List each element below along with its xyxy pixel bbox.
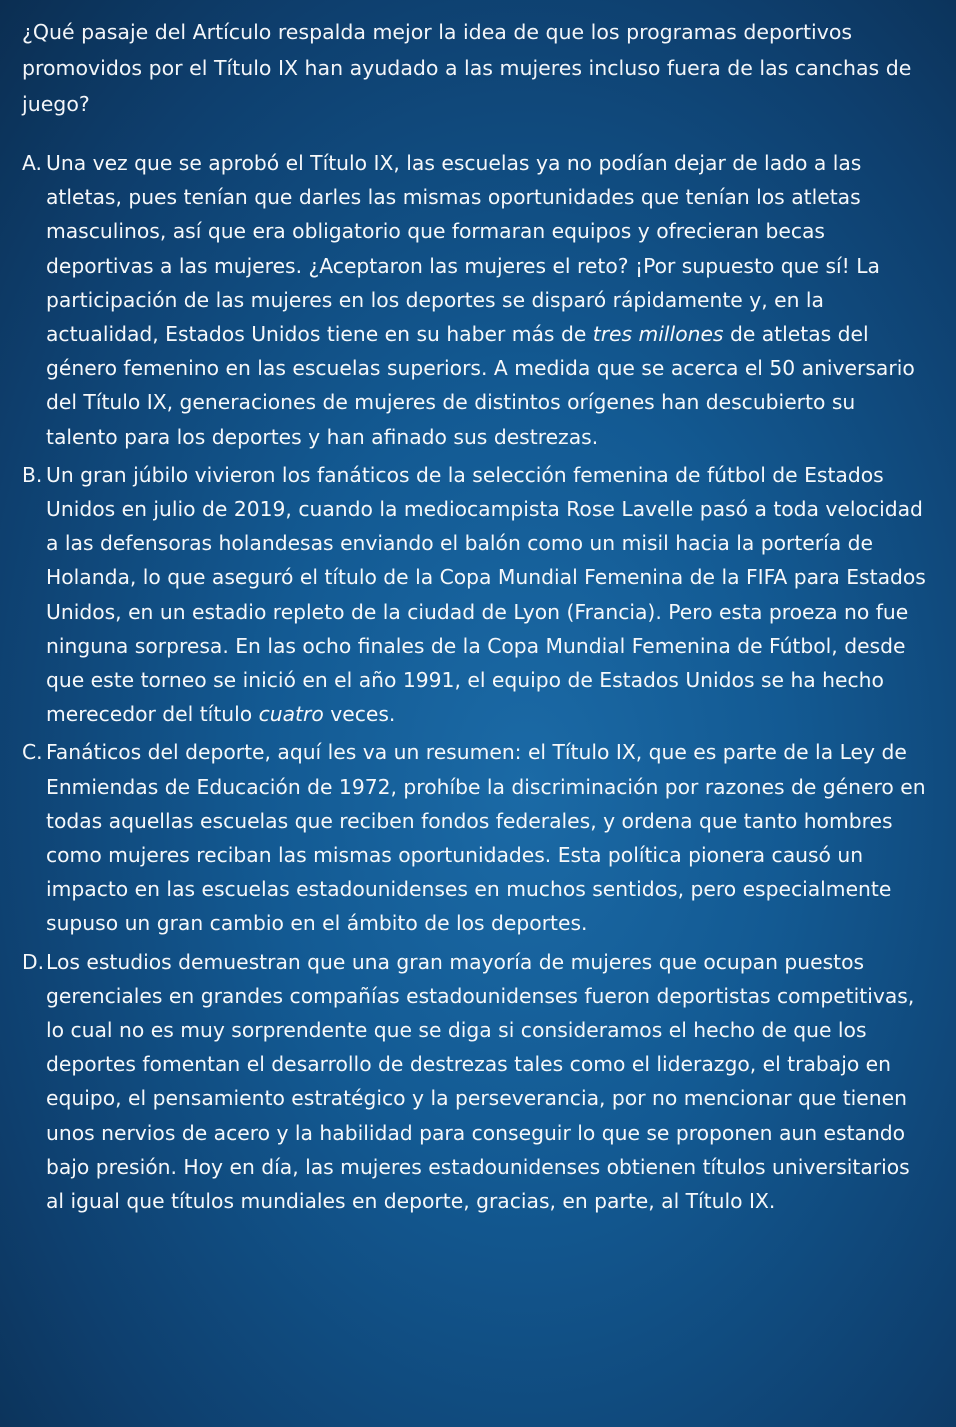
option-text-part: veces. [323,702,396,727]
option-c[interactable] [22,735,927,940]
answer-options [22,146,927,1222]
option-text-part: de atletas del género femenino en las escuelas superiors. A medida que se acerca el 50 aniversario del Título IX, generaciones de mujeres de distintos orígenes han descubierto su talento para los deportes y han afinado sus destrezas. [46,322,915,449]
option-text-part: Fanáticos del deporte, aquí les va un resumen: el Título IX, que es parte de la Ley de Enmiendas de Educación de 1972, prohíbe la discriminación por razones de género en todas aquellas escuelas que reciben fondos federales, y ordena que tanto hombres como mujeres reciban las mismas oportunidades. Esta política pionera causó un impacto en las escuelas estadounidenses en muchos sentidos, pero especialmente supuso un gran cambio en el ámbito de los deportes. [46,740,926,936]
option-text-part: Los estudios demuestran que una gran mayoría de mujeres que ocupan puestos gerenciales en grandes compañías estadounidenses fueron deportistas competitivas, lo cual no es muy sorprendente que se diga si consideramos el hecho de que los deportes fomentan el desarrollo de destrezas tales como el liderazgo, el trabajo en equipo, el pensamiento estratégico y la perseverancia, por no mencionar que tienen unos nervios de acero y la habilidad para conseguir lo que se proponen aun estando bajo presión. Hoy en día, las mujeres estadounidenses obtienen títulos universitarios al igual que títulos mundiales en deporte, gracias, en parte, al Título IX. [46,949,915,1214]
option-letter: D. [22,949,45,974]
option-text [46,735,927,940]
option-a[interactable] [22,146,927,454]
option-text-part: Una vez que se aprobó el Título IX, las escuelas ya no podían dejar de lado a las atletas, pues tenían que darles las mismas oportunidades que tenían los atletas masculinos, así que era obligatorio que formaran equipos y ofrecieran becas deportivas a las mujeres. ¿Aceptaron las mujeres el reto? ¡Por supuesto que sí! La participación de las mujeres en los deportes se disparó rápidamente y, en la actualidad, Estados Unidos tiene en su haber más de [46,151,880,347]
option-emphasis: tres millones [592,322,724,347]
option-text [46,945,927,1219]
option-text [46,458,927,732]
option-emphasis: cuatro [258,702,324,727]
option-d[interactable] [22,945,927,1219]
option-b[interactable] [22,458,927,732]
option-text-part: Un gran júbilo vivieron los fanáticos de la selección femenina de fútbol de Estados Unidos en julio de 2019, cuando la mediocampista Rose Lavelle pasó a toda velocidad a las defensoras holandesas enviando el balón como un misil hacia la portería de Holanda, lo que aseguró el título de la Copa Mundial Femenina de la FIFA para Estados Unidos, en un estadio repleto de la ciudad de Lyon (Francia). Pero esta proeza no fue ninguna sorpresa. En las ocho finales de la Copa Mundial Femenina de Fútbol, desde que este torneo se inició en el año 1991, el equipo de Estados Unidos se ha hecho merecedor del título [46,462,926,727]
question-text: ¿Qué pasaje del Artículo respalda mejor la idea de que los programas deportivos promovidos por el Título IX han ayudado a las mujeres incluso fuera de las canchas de juego? [22,20,912,116]
option-letter: B. [22,462,43,487]
option-letter: A. [22,151,42,175]
option-letter: C. [22,740,43,765]
option-text [46,146,927,454]
